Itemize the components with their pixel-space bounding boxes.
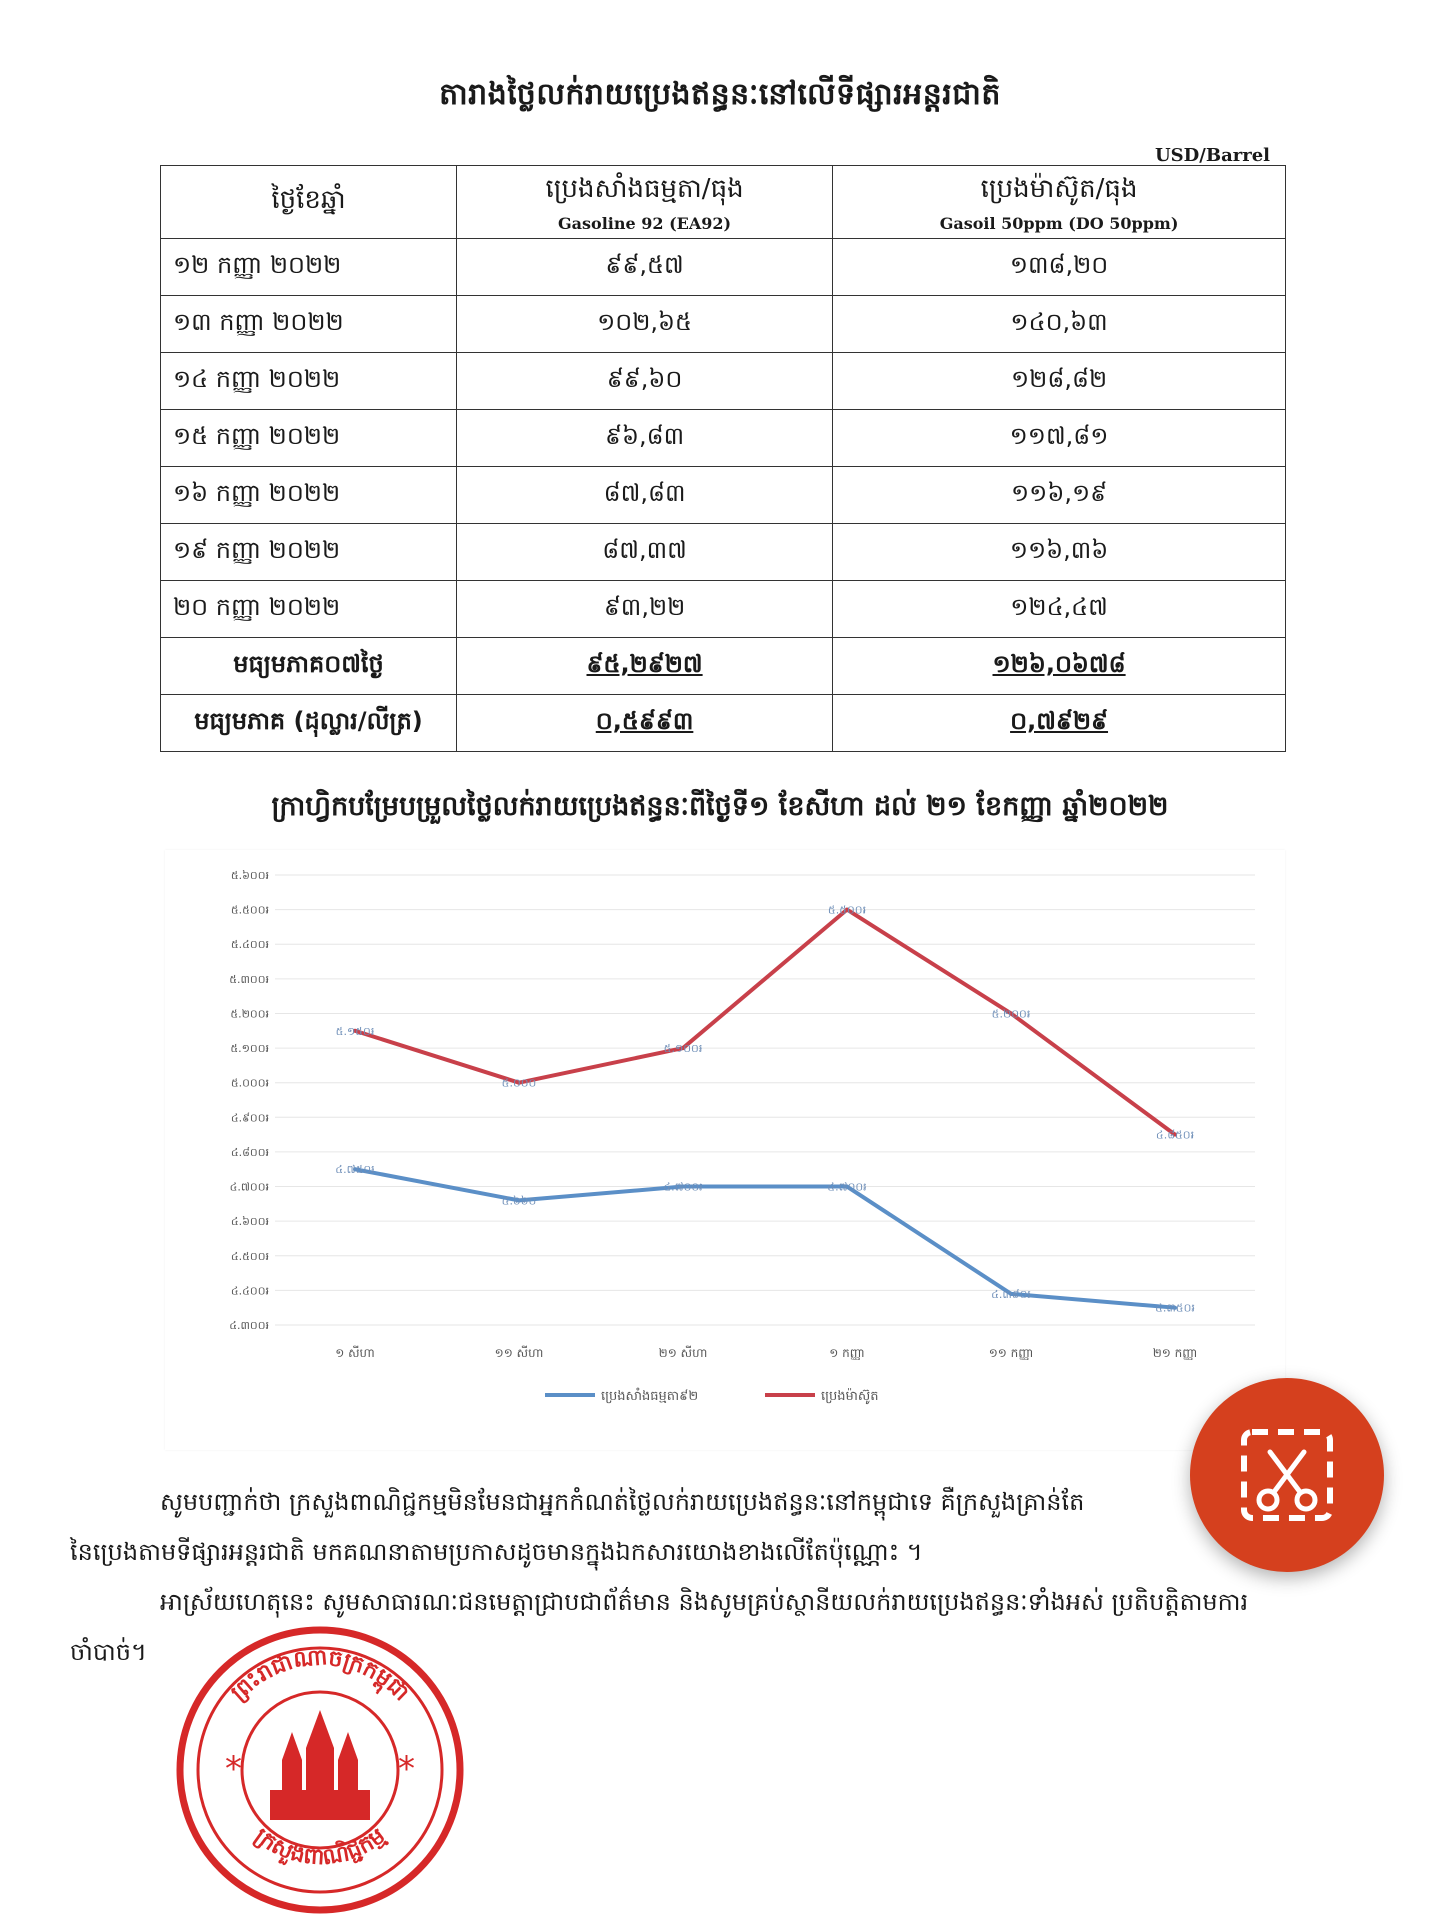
cell-date: ១២ កញ្ញា ២០២២ [161, 239, 457, 296]
scissors-crop-icon [1238, 1426, 1336, 1524]
y-tick-label: ៤.៥០០៛ [230, 1249, 269, 1263]
table-row [161, 239, 1286, 296]
data-label: ៤.៨៥០៛ [1155, 1128, 1195, 1142]
table-row [161, 524, 1286, 581]
svg-text:ក្រសួងពាណិជ្ជកម្ម [250, 1824, 391, 1871]
average-litre-gasoil-cell [833, 695, 1286, 752]
header-date-label: ថ្ងៃខែឆ្នាំ [271, 185, 346, 215]
cell-gasoil: ១២៨,៨២ [833, 353, 1286, 410]
cell-gasoline: ១០២,៦៥ [457, 296, 833, 353]
data-label: ៥.០០០ [501, 1076, 537, 1090]
cell-date: ១៥ កញ្ញា ២០២២ [161, 410, 457, 467]
table-header-row [161, 166, 1286, 239]
cell-date: ១៣ កញ្ញា ២០២២ [161, 296, 457, 353]
data-label: ៤.៧០០៛ [827, 1180, 867, 1194]
cell-gasoline: ៩៩,៥៧ [457, 239, 833, 296]
header-gasoil-en: Gasoil 50ppm (DO 50ppm) [939, 213, 1179, 233]
cell-date: ១៩ កញ្ញា ២០២២ [161, 524, 457, 581]
y-tick-label: ៥.៥០០៛ [230, 903, 269, 917]
data-label: ៤.៦៦០ [501, 1194, 537, 1208]
svg-text:*: * [398, 1749, 415, 1789]
header-gasoil [833, 166, 1286, 239]
y-tick-label: ៤.៧០០៛ [229, 1180, 269, 1194]
chart-title: ក្រាហ្វិកបម្រែបម្រួលថ្លៃលក់រាយប្រេងឥន្ធនៈពីថ្ងៃទី១ ខែសីហា ដល់ ២១ ខែកញ្ញា ឆ្នាំ២០២២ [271, 791, 1169, 822]
cell-gasoil: ១១៧,៨១ [833, 410, 1286, 467]
average-litre-row [161, 695, 1286, 752]
cell-gasoline: ៨៧,៣៧ [457, 524, 833, 581]
screenshot-crop-button[interactable] [1190, 1378, 1384, 1572]
cell-gasoline: ៩៣,២២ [457, 581, 833, 638]
y-tick-label: ៥.០០០៛ [230, 1076, 269, 1090]
cell-gasoline: ៨៧,៨៣ [457, 467, 833, 524]
chart-container [165, 850, 1285, 1450]
y-tick-label: ៤.៨០០៛ [230, 1145, 269, 1159]
official-seal [170, 1620, 470, 1920]
cell-gasoline: ៩៦,៨៣ [457, 410, 833, 467]
y-tick-label: ៤.៦០០៛ [230, 1215, 269, 1229]
table-row [161, 353, 1286, 410]
header-date [161, 166, 457, 239]
cell-gasoil: ១១៦,៣៦ [833, 524, 1286, 581]
paragraph-1-line-1: សូមបញ្ជាក់ថា ក្រសួងពាណិជ្ជកម្មមិនមែនជាអ្នកកំណត់ថ្លៃលក់រាយប្រេងឥន្ធនៈនៅកម្ពុជាទេ គឺក្រសួងគ្រាន់តែ [160, 1488, 1085, 1516]
average-7day-gasoline: ៩៥,២៩២៧ [586, 649, 703, 678]
cell-gasoil: ១៤០,៦៣ [833, 296, 1286, 353]
cell-gasoil: ១២៤,៤៧ [833, 581, 1286, 638]
price-table [160, 165, 1286, 752]
svg-text:ព្រះរាជាណាចក្រកម្ពុជា [226, 1645, 413, 1706]
header-gasoline-en: Gasoline 92 (EA92) [558, 213, 732, 233]
y-tick-label: ៥.៣០០៛ [229, 972, 269, 986]
y-tick-label: ៥.៦០០៛ [230, 869, 269, 882]
table-row [161, 581, 1286, 638]
cell-gasoline: ៩៩,៦០ [457, 353, 833, 410]
seal-bottom-text: ក្រសួងពាណិជ្ជកម្ម [249, 1823, 391, 1871]
table-row [161, 467, 1286, 524]
average-litre-gasoil: ០,៧៩២៩ [1010, 706, 1109, 735]
average-litre-label: មធ្យមភាគ (ដុល្លារ/លីត្រ) [161, 695, 457, 752]
x-tick-label: ២១ កញ្ញា [1152, 1346, 1198, 1360]
average-7day-gasoline-cell [457, 638, 833, 695]
data-label: ៥.៥០០៛ [827, 903, 867, 917]
temple-emblem-icon [270, 1710, 370, 1820]
legend-label: ប្រេងសាំងធម្មតា៩២ [601, 1389, 699, 1404]
legend-label: ប្រេងម៉ាស៊ូត [821, 1389, 879, 1404]
y-tick-label: ៥.៤០០៛ [230, 938, 269, 952]
average-litre-gasoline: ០,៥៩៩៣ [595, 706, 694, 735]
y-tick-label: ៤.៩០០៛ [230, 1111, 269, 1125]
header-gasoline [457, 166, 833, 239]
unit-label: USD/Barrel [1154, 145, 1270, 166]
cell-date: ២០ កញ្ញា ២០២២ [161, 581, 457, 638]
cell-gasoil: ១៣៨,២០ [833, 239, 1286, 296]
table-row [161, 410, 1286, 467]
cell-date: ១៤ កញ្ញា ២០២២ [161, 353, 457, 410]
gasoline-series-line [355, 1169, 1175, 1307]
average-7day-gasoil-cell [833, 638, 1286, 695]
x-tick-label: ២១ សីហា [658, 1346, 708, 1360]
data-label: ៥.១០០៛ [663, 1042, 703, 1056]
document-title: តារាងថ្លៃលក់រាយប្រេងឥន្ធនៈនៅលើទីផ្សារអន្តរជាតិ [439, 77, 1001, 112]
header-gasoil-km: ប្រេងម៉ាស៊ូត/ធុង [980, 173, 1138, 204]
cell-date: ១៦ កញ្ញា ២០២២ [161, 467, 457, 524]
average-7day-row [161, 638, 1286, 695]
y-tick-label: ៤.៤០០៛ [230, 1284, 269, 1298]
seal-top-text: ព្រះរាជាណាចក្រកម្ពុជា [226, 1645, 414, 1707]
cell-gasoil: ១១៦,១៩ [833, 467, 1286, 524]
header-gasoline-km: ប្រេងសាំងធម្មតា/ធុង [545, 173, 744, 204]
data-label: ៤.៧៥០៛ [335, 1163, 375, 1177]
paragraph-2-line-1: អាស្រ័យហេតុនេះ សូមសាធារណៈជនមេត្តាជ្រាបជាព័ត៌មាន និងសូមគ្រប់ស្ថានីយលក់រាយប្រេងឥន្ធនៈទាំងអស់ ប្រតិបត្តិតាមការ [160, 1588, 1249, 1616]
x-tick-label: ១ កញ្ញា [829, 1346, 865, 1360]
data-label: ៤.៧០០៛ [663, 1180, 703, 1194]
x-tick-label: ១១ កញ្ញា [988, 1346, 1034, 1360]
average-litre-gasoline-cell [457, 695, 833, 752]
paragraph-1-line-2: នៃប្រេងតាមទីផ្សារអន្តរជាតិ មកគណនាតាមប្រកាសដូចមានក្នុងឯកសារយោងខាងលើតែប៉ុណ្ណោះ ។ [70, 1538, 923, 1566]
y-tick-label: ៥.២០០៛ [230, 1007, 269, 1021]
table-row [161, 296, 1286, 353]
paragraph-2-line-2: ចាំបាច់។ [70, 1638, 147, 1666]
x-tick-label: ១១ សីហា [494, 1346, 544, 1360]
y-tick-label: ៥.១០០៛ [230, 1042, 269, 1056]
average-7day-label: មធ្យមភាគ០៧ថ្ងៃ [161, 638, 457, 695]
line-chart [165, 850, 1285, 1450]
data-label: ៤.៣៥០៛ [1155, 1301, 1195, 1315]
svg-text:*: * [225, 1749, 242, 1789]
gasoil-series-line [355, 910, 1175, 1135]
x-tick-label: ១ សីហា [335, 1346, 375, 1360]
data-label: ៥.១៥០៛ [335, 1024, 375, 1038]
average-7day-gasoil: ១២៦,០៦៧៨ [992, 649, 1126, 678]
data-label: ៥.២០០៛ [991, 1007, 1031, 1021]
data-label: ៤.៣៩០៛ [991, 1287, 1031, 1301]
y-tick-label: ៤.៣០០៛ [229, 1319, 269, 1332]
